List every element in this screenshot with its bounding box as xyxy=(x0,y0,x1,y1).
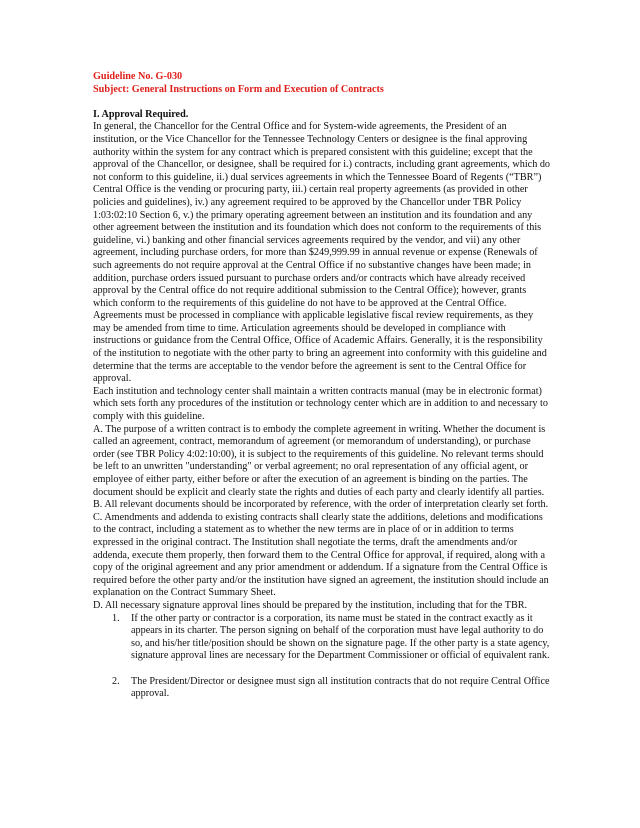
document-page xyxy=(93,71,551,701)
list-item-number: 2. xyxy=(112,675,120,687)
paragraph-fiscal-review: Agreements must be processed in compliance with applicable legislative fiscal review requirements, as they may be amended from time to time. Articulation agreements should be developed in compliance with instructions or guidance from the Central Office, Office of Academic Affairs. Generally, it is the responsibility of the institution to negotiate with the other party to bring an agreement into conformity with this guideline and determine that the terms are acceptable to the vendor before the agreement is sent to the Central Office for approval. xyxy=(93,310,547,385)
guideline-subject: Subject: General Instructions on Form and Execution of Contracts xyxy=(93,83,384,95)
list-item xyxy=(93,676,551,701)
paragraph-approval-authority: In general, the Chancellor for the Central Office and for System-wide agreements, the President of an institution, or the Vice Chancellor for the Tennessee Technology Centers or designee is the final approving authority within the system for any contract which is prepared consistent with this guideline; except that the approval of the Chancellor, or designee, shall be required for i.) contracts, including grant agreements, which do not conform to this guideline, ii.) dual services agreements in which the Tennessee Board of Regents (“TBR”) Central Office is the vending or procuring party, iii.) certain real property agreements (as provided in other policies and guidelines), iv.) any agreement required to be approved by the Chancellor under TBR Policy 1:03:02:10 Section 6, v.) the primary operating agreement between an institution and its foundation and any other agreement between the institution and its foundation which does not conform to the requirements of this guideline, vi.) banking and other financial services agreements required by the vendor, and vii) any other agreement, including purchase orders, for more than $249,999.99 in annual revenue or expense (Renewals of such agreements do not require approval at the Central Office if no substantive changes have been made; in addition, purchase orders issued pursuant to purchase orders and/or contracts which have already received approval by the Central office do not require additional submission to the Central Office); however, grants which conform to the requirements of this guideline do not have to be approved at the Central Office. xyxy=(93,121,551,309)
list-item-text: If the other party or contractor is a corporation, its name must be stated in the contract exactly as it appears in its charter. The person signing on behalf of the corporation must have legal authority to do so, and his/her title/position should be shown on the signature page. If the other party is a state agency, signature approval lines are necessary for the Department Commissioner or official of equivalent rank. xyxy=(131,612,550,662)
signature-requirements-list xyxy=(93,613,551,701)
paragraph-b-documents: B. All relevant documents should be incorporated by reference, with the order of interpretation clearly set forth. xyxy=(93,499,549,511)
list-item xyxy=(93,613,551,663)
list-item-text: The President/Director or designee must sign all institution contracts that do not require Central Office approval. xyxy=(131,675,550,700)
paragraph-a-purpose: A. The purpose of a written contract is to embody the complete agreement in writing. Whether the document is called an agreement, contract, memorandum of agreement (or memorandum of understanding), or purchase order (see TBR Policy 4:02:10:00), it is subject to the requirements of this guideline. No relevant terms should be left to an unwritten "understanding" or verbal agreement; no oral representation of any official agent, or employee of either party, either before or after the execution of an agreement is binding on the parties. The document should be explicit and clearly state the rights and duties of each party and clearly identify all parties. xyxy=(93,423,546,498)
guideline-number: Guideline No. G-030 xyxy=(93,71,183,82)
paragraph-c-amendments: C. Amendments and addenda to existing contracts shall clearly state the additions, deletions and modifications to the contract, including a statement as to whether the new terms are in place of or in addition to terms expressed in the original contract. The Institution shall negotiate the terms, draft the amendments and/or addenda, execute them properly, then forward them to the Central Office for approval, if required, along with a copy of the original agreement and any prior amendment or addendum. If a signature from the Central Office is required before the other party and/or the institution have signed an agreement, the institution should include an explanation on the Contract Summary Sheet. xyxy=(93,511,549,599)
section-title: I. Approval Required. xyxy=(93,108,189,120)
list-item-number: 1. xyxy=(112,612,120,624)
paragraph-d-signatures: D. All necessary signature approval lines should be prepared by the institution, including that for the TBR. xyxy=(93,599,528,611)
paragraph-contracts-manual: Each institution and technology center shall maintain a written contracts manual (may be in electronic format) which sets forth any procedures of the institution or technology center which are in addition to and necessary to comply with this guideline. xyxy=(93,385,548,423)
